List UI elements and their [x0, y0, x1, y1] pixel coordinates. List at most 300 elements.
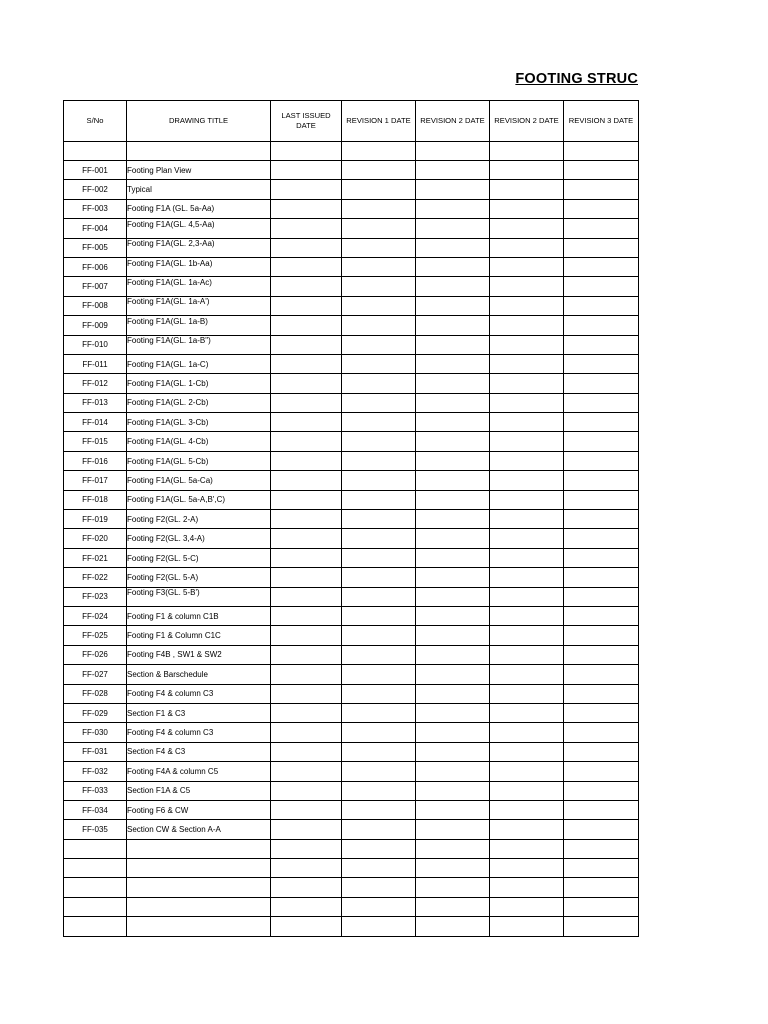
drawing-title-cell [127, 762, 271, 781]
date-cell [342, 277, 416, 296]
blank-row [64, 897, 639, 916]
cell [416, 839, 490, 858]
table-row [64, 820, 639, 839]
cell [564, 859, 639, 878]
cell [342, 142, 416, 161]
date-cell [564, 684, 639, 703]
cell [564, 878, 639, 897]
date-cell [416, 645, 490, 664]
drawing-title-cell [127, 490, 271, 509]
drawing-title-cell [127, 316, 271, 335]
date-cell [416, 800, 490, 819]
date-cell [342, 238, 416, 257]
date-cell [564, 587, 639, 606]
cell [64, 839, 127, 858]
date-cell [564, 820, 639, 839]
date-cell [416, 451, 490, 470]
date-cell [342, 626, 416, 645]
drawing-title-cell [127, 510, 271, 529]
date-cell [342, 703, 416, 722]
date-cell [271, 742, 342, 761]
date-cell [564, 568, 639, 587]
drawing-number: FF-029 [64, 703, 127, 722]
drawing-title-cell [127, 257, 271, 276]
drawing-title-cell [127, 568, 271, 587]
date-cell [416, 432, 490, 451]
cell [342, 897, 416, 916]
date-cell [271, 684, 342, 703]
date-cell [271, 762, 342, 781]
drawing-title: Section CW & Section A-A [127, 824, 221, 834]
drawing-title-cell [127, 335, 271, 354]
header-last-issued-date [271, 101, 342, 142]
table-row [64, 703, 639, 722]
drawing-title-cell [127, 703, 271, 722]
header-revision-2-date-second: REVISION 2 DATE [490, 101, 564, 142]
date-cell [490, 606, 564, 625]
drawing-title-cell [127, 684, 271, 703]
drawing-title: Footing F1A(GL. 4,5-Aa) [127, 219, 215, 229]
date-cell [564, 703, 639, 722]
date-cell [490, 219, 564, 238]
drawing-title-cell [127, 742, 271, 761]
drawing-title-cell [127, 800, 271, 819]
date-cell [416, 684, 490, 703]
drawing-title: Footing F1A(GL. 2-Cb) [127, 398, 209, 408]
date-cell [490, 762, 564, 781]
table-row [64, 568, 639, 587]
cell [342, 878, 416, 897]
date-cell [490, 277, 564, 296]
cell [127, 917, 271, 936]
table-row [64, 257, 639, 276]
drawing-title: Footing F1A(GL. 1a-B") [127, 336, 211, 346]
date-cell [271, 529, 342, 548]
cell [416, 897, 490, 916]
drawing-number: FF-028 [64, 684, 127, 703]
table-row [64, 762, 639, 781]
date-cell [271, 335, 342, 354]
cell [271, 859, 342, 878]
cell [490, 897, 564, 916]
date-cell [564, 451, 639, 470]
date-cell [342, 587, 416, 606]
cell [64, 859, 127, 878]
date-cell [416, 296, 490, 315]
drawing-number: FF-013 [64, 393, 127, 412]
date-cell [271, 606, 342, 625]
drawing-title-cell [127, 781, 271, 800]
table-row [64, 413, 639, 432]
drawing-number: FF-009 [64, 316, 127, 335]
date-cell [342, 820, 416, 839]
date-cell [564, 548, 639, 567]
cell [490, 878, 564, 897]
cell [490, 839, 564, 858]
drawing-title-cell [127, 296, 271, 315]
date-cell [271, 703, 342, 722]
header-sno: S/No [64, 101, 127, 142]
drawing-title-cell [127, 161, 271, 180]
drawing-number: FF-004 [64, 219, 127, 238]
date-cell [416, 277, 490, 296]
cell [342, 859, 416, 878]
table-row [64, 587, 639, 606]
drawing-title: Footing F4A & column C5 [127, 766, 219, 776]
date-cell [564, 606, 639, 625]
date-cell [490, 180, 564, 199]
document-title: FOOTING STRUC [515, 71, 638, 87]
date-cell [342, 199, 416, 218]
date-cell [342, 451, 416, 470]
date-cell [564, 296, 639, 315]
blank-row [64, 859, 639, 878]
cell [127, 897, 271, 916]
drawing-title-cell [127, 219, 271, 238]
table-row [64, 606, 639, 625]
cell [64, 142, 127, 161]
date-cell [416, 374, 490, 393]
cell [416, 917, 490, 936]
drawing-title: Footing F1A (GL. 5a-Aa) [127, 204, 215, 214]
date-cell [490, 335, 564, 354]
drawing-title-cell [127, 471, 271, 490]
date-cell [271, 471, 342, 490]
date-cell [490, 568, 564, 587]
date-cell [271, 219, 342, 238]
drawing-title-cell [127, 529, 271, 548]
date-cell [490, 238, 564, 257]
date-cell [416, 471, 490, 490]
drawing-number: FF-022 [64, 568, 127, 587]
date-cell [564, 393, 639, 412]
date-cell [342, 548, 416, 567]
drawing-title: Footing F1 & column C1B [127, 611, 219, 621]
table-row [64, 742, 639, 761]
date-cell [342, 742, 416, 761]
drawing-number: FF-005 [64, 238, 127, 257]
date-cell [342, 161, 416, 180]
date-cell [342, 374, 416, 393]
date-cell [564, 723, 639, 742]
date-cell [416, 626, 490, 645]
drawing-title: Footing F1 & Column C1C [127, 631, 221, 641]
drawing-title: Section F4 & C3 [127, 747, 186, 757]
date-cell [564, 277, 639, 296]
drawing-title: Section F1A & C5 [127, 786, 191, 796]
date-cell [342, 257, 416, 276]
date-cell [271, 723, 342, 742]
date-cell [342, 180, 416, 199]
date-cell [271, 432, 342, 451]
date-cell [416, 665, 490, 684]
drawing-title: Footing F6 & CW [127, 805, 189, 815]
drawing-number: FF-020 [64, 529, 127, 548]
date-cell [342, 684, 416, 703]
date-cell [416, 335, 490, 354]
table-row [64, 626, 639, 645]
drawing-number: FF-025 [64, 626, 127, 645]
date-cell [416, 510, 490, 529]
drawing-number: FF-030 [64, 723, 127, 742]
date-cell [416, 762, 490, 781]
drawing-title: Footing F2(GL. 5-C) [127, 553, 199, 563]
date-cell [416, 180, 490, 199]
drawing-number: FF-010 [64, 335, 127, 354]
date-cell [271, 374, 342, 393]
drawing-title: Footing F1A(GL. 5-Cb) [127, 456, 209, 466]
header-drawing-title: DRAWING TITLE [127, 101, 271, 142]
table-row [64, 238, 639, 257]
drawing-number: FF-032 [64, 762, 127, 781]
header-revision-1-date: REVISION 1 DATE [342, 101, 416, 142]
table-row [64, 161, 639, 180]
drawing-number: FF-014 [64, 413, 127, 432]
drawing-title: Footing F1A(GL. 1-Cb) [127, 378, 209, 388]
date-cell [490, 413, 564, 432]
drawing-register-table [63, 100, 639, 937]
drawing-title-cell [127, 238, 271, 257]
drawing-number: FF-035 [64, 820, 127, 839]
date-cell [564, 161, 639, 180]
date-cell [342, 413, 416, 432]
date-cell [271, 548, 342, 567]
drawing-number: FF-018 [64, 490, 127, 509]
table-row [64, 335, 639, 354]
drawing-title: Section F1 & C3 [127, 708, 186, 718]
cell [271, 142, 342, 161]
table-row [64, 781, 639, 800]
date-cell [271, 393, 342, 412]
date-cell [564, 626, 639, 645]
drawing-number: FF-026 [64, 645, 127, 664]
table-row [64, 665, 639, 684]
table-row [64, 800, 639, 819]
date-cell [490, 626, 564, 645]
cell [490, 859, 564, 878]
drawing-number: FF-007 [64, 277, 127, 296]
date-cell [271, 354, 342, 373]
date-cell [490, 587, 564, 606]
drawing-title: Footing F1A(GL. 5a-Ca) [127, 475, 213, 485]
cell [342, 917, 416, 936]
drawing-title: Section & Barschedule [127, 669, 208, 679]
date-cell [271, 199, 342, 218]
drawing-title: Footing Plan View [127, 165, 192, 175]
table-row [64, 432, 639, 451]
date-cell [271, 451, 342, 470]
date-cell [490, 529, 564, 548]
drawing-number: FF-011 [64, 354, 127, 373]
date-cell [342, 645, 416, 664]
date-cell [416, 781, 490, 800]
cell [64, 917, 127, 936]
table-row [64, 451, 639, 470]
cell [127, 142, 271, 161]
drawing-title: Footing F2(GL. 3,4-A) [127, 534, 205, 544]
cell [490, 917, 564, 936]
drawing-number: FF-006 [64, 257, 127, 276]
cell [127, 859, 271, 878]
date-cell [490, 296, 564, 315]
date-cell [416, 413, 490, 432]
table-row [64, 277, 639, 296]
date-cell [564, 742, 639, 761]
table-row [64, 529, 639, 548]
drawing-number: FF-015 [64, 432, 127, 451]
table-body [64, 142, 639, 937]
date-cell [564, 257, 639, 276]
header-row [64, 101, 639, 142]
date-cell [564, 471, 639, 490]
date-cell [271, 645, 342, 664]
date-cell [490, 432, 564, 451]
drawing-number: FF-034 [64, 800, 127, 819]
date-cell [564, 413, 639, 432]
drawing-number: FF-003 [64, 199, 127, 218]
drawing-title: Footing F1A(GL. 3-Cb) [127, 417, 209, 427]
date-cell [416, 703, 490, 722]
date-cell [342, 432, 416, 451]
table-row [64, 645, 639, 664]
table-row [64, 490, 639, 509]
cell [342, 839, 416, 858]
date-cell [342, 393, 416, 412]
drawing-title: Footing F1A(GL. 5a-A,B',C) [127, 495, 226, 505]
date-cell [416, 199, 490, 218]
cell [564, 917, 639, 936]
drawing-title-cell [127, 548, 271, 567]
drawing-number: FF-002 [64, 180, 127, 199]
date-cell [564, 490, 639, 509]
date-cell [271, 820, 342, 839]
date-cell [342, 296, 416, 315]
cell [564, 142, 639, 161]
table-row [64, 316, 639, 335]
blank-row [64, 839, 639, 858]
date-cell [342, 316, 416, 335]
table-row [64, 548, 639, 567]
date-cell [416, 354, 490, 373]
date-cell [490, 451, 564, 470]
header-revision-2-date: REVISION 2 DATE [416, 101, 490, 142]
date-cell [271, 587, 342, 606]
table-row [64, 296, 639, 315]
drawing-title-cell [127, 626, 271, 645]
date-cell [564, 800, 639, 819]
drawing-number: FF-017 [64, 471, 127, 490]
date-cell [490, 703, 564, 722]
date-cell [490, 199, 564, 218]
drawing-title-cell [127, 393, 271, 412]
date-cell [416, 490, 490, 509]
drawing-title-cell [127, 723, 271, 742]
date-cell [564, 335, 639, 354]
date-cell [416, 529, 490, 548]
date-cell [342, 529, 416, 548]
date-cell [564, 316, 639, 335]
date-cell [490, 316, 564, 335]
drawing-title-cell [127, 277, 271, 296]
date-cell [490, 781, 564, 800]
cell [271, 917, 342, 936]
drawing-title-cell [127, 820, 271, 839]
date-cell [271, 161, 342, 180]
drawing-title-cell [127, 354, 271, 373]
date-cell [271, 257, 342, 276]
date-cell [490, 645, 564, 664]
date-cell [490, 800, 564, 819]
date-cell [416, 606, 490, 625]
date-cell [342, 354, 416, 373]
table-row [64, 684, 639, 703]
date-cell [271, 510, 342, 529]
date-cell [490, 393, 564, 412]
drawing-title: Typical [127, 185, 152, 195]
date-cell [564, 781, 639, 800]
date-cell [342, 471, 416, 490]
drawing-number: FF-016 [64, 451, 127, 470]
header-last-issued-label: LAST ISSUED DATE [281, 111, 331, 130]
drawing-number: FF-001 [64, 161, 127, 180]
date-cell [564, 762, 639, 781]
date-cell [271, 180, 342, 199]
drawing-title-cell [127, 451, 271, 470]
cell [64, 897, 127, 916]
date-cell [416, 316, 490, 335]
drawing-title: Footing F4 & column C3 [127, 689, 214, 699]
cell [127, 839, 271, 858]
date-cell [416, 393, 490, 412]
date-cell [342, 490, 416, 509]
drawing-number: FF-024 [64, 606, 127, 625]
date-cell [416, 587, 490, 606]
drawing-title: Footing F4 & column C3 [127, 728, 214, 738]
date-cell [271, 665, 342, 684]
date-cell [564, 645, 639, 664]
table-row [64, 374, 639, 393]
drawing-number: FF-033 [64, 781, 127, 800]
cell [271, 897, 342, 916]
date-cell [342, 568, 416, 587]
drawing-title: Footing F1A(GL. 1b-Aa) [127, 258, 213, 268]
date-cell [271, 781, 342, 800]
date-cell [490, 510, 564, 529]
drawing-number: FF-021 [64, 548, 127, 567]
cell [64, 878, 127, 897]
date-cell [490, 723, 564, 742]
cell [127, 878, 271, 897]
drawing-title-cell [127, 374, 271, 393]
drawing-title: Footing F1A(GL. 1a-C) [127, 359, 209, 369]
date-cell [416, 568, 490, 587]
date-cell [564, 219, 639, 238]
drawing-number: FF-023 [64, 587, 127, 606]
date-cell [271, 316, 342, 335]
table-row [64, 219, 639, 238]
date-cell [564, 374, 639, 393]
drawing-number: FF-027 [64, 665, 127, 684]
date-cell [342, 800, 416, 819]
drawing-title: Footing F1A(GL. 1a-A') [127, 297, 210, 307]
date-cell [564, 238, 639, 257]
date-cell [342, 335, 416, 354]
drawing-title-cell [127, 432, 271, 451]
table-row [64, 393, 639, 412]
drawing-title: Footing F2(GL. 5-A) [127, 572, 199, 582]
date-cell [271, 413, 342, 432]
drawing-title: Footing F1A(GL. 4-Cb) [127, 437, 209, 447]
